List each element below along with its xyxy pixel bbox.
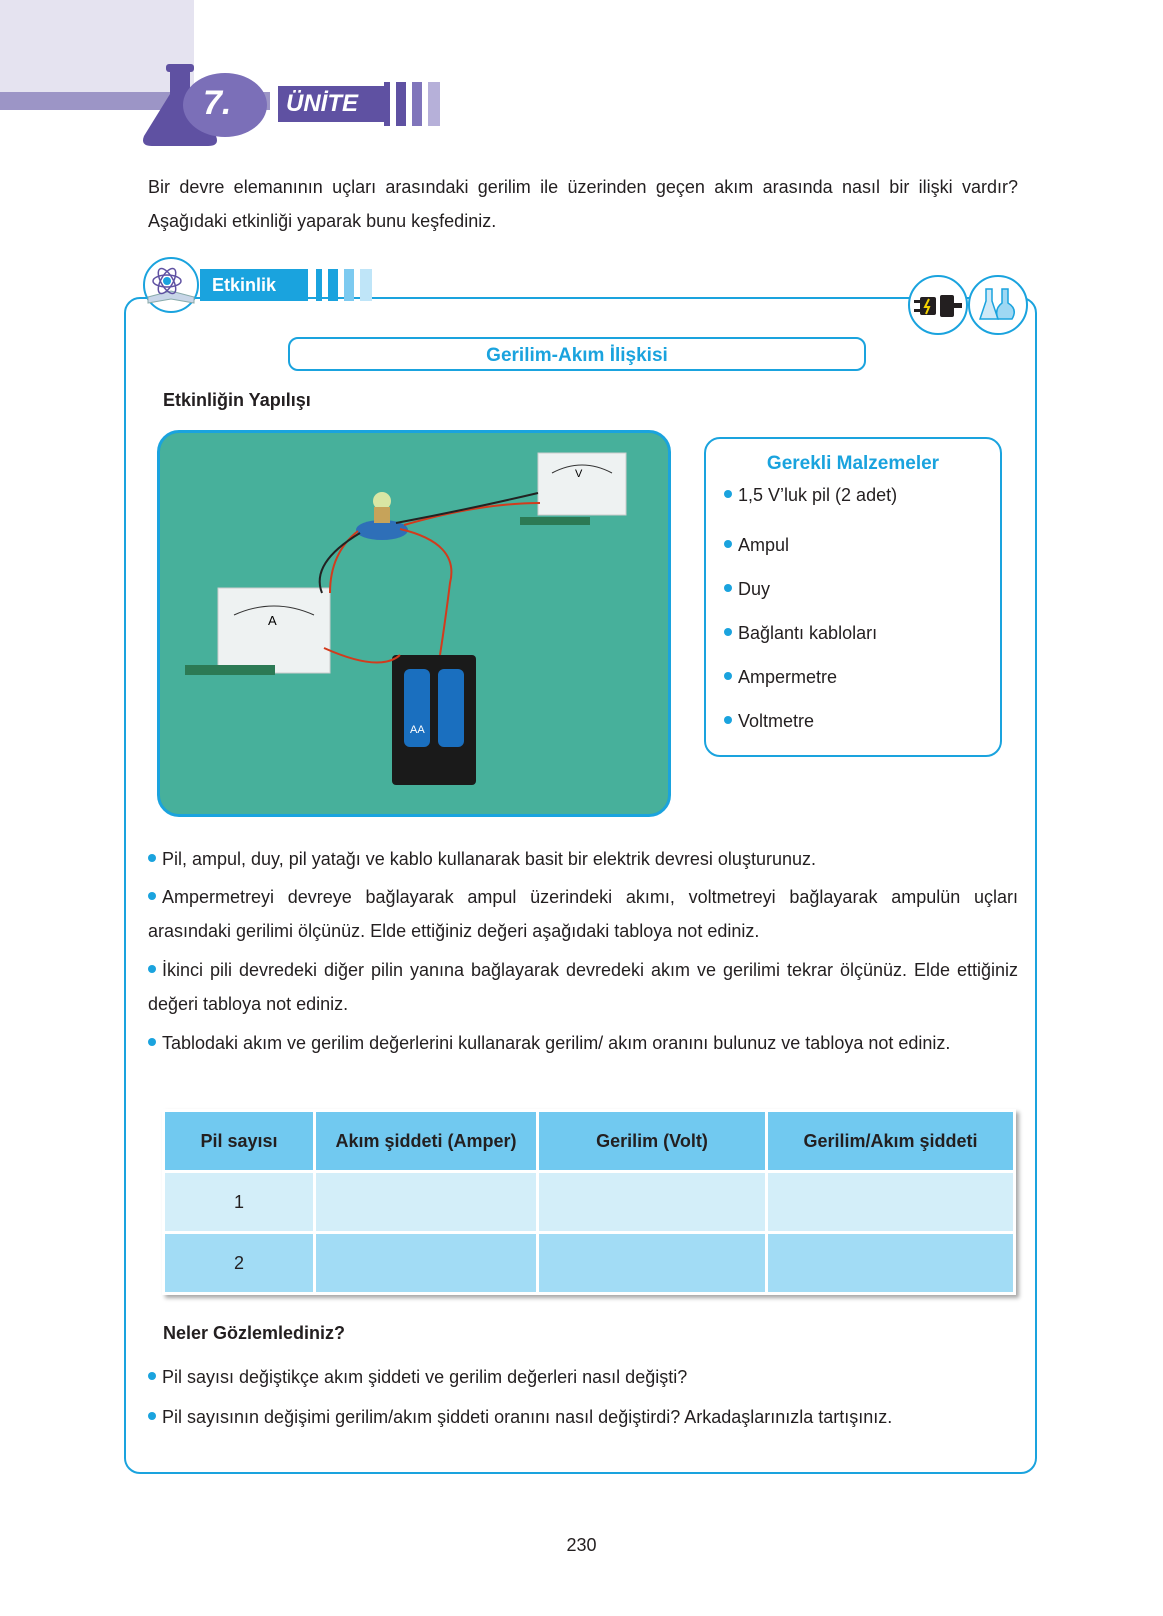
flasks-icon	[968, 275, 1028, 335]
materials-title: Gerekli Malzemeler	[766, 453, 940, 474]
bullet-dot	[148, 892, 156, 900]
bullet-dot	[724, 628, 732, 636]
table-header-cell: Pil sayısı	[165, 1112, 313, 1170]
table-cell	[316, 1173, 536, 1231]
page-number: 230	[566, 1535, 597, 1555]
tab-stripe	[344, 269, 354, 301]
bullet-dot	[148, 1412, 156, 1420]
header-stripe	[396, 82, 406, 126]
unit-number: 7.	[203, 84, 232, 122]
bullet-dot	[724, 490, 732, 498]
table-cell	[768, 1234, 1013, 1292]
tab-stripe	[360, 269, 372, 301]
bullet-dot	[724, 584, 732, 592]
material-item: Bağlantı kabloları	[724, 623, 877, 644]
plug-icon	[908, 275, 968, 335]
table-cell	[539, 1173, 765, 1231]
table-row	[165, 1173, 1013, 1231]
ammeter-label: A	[268, 613, 277, 628]
bullet-dot	[148, 965, 156, 973]
voltmeter-label: V	[575, 468, 583, 480]
header-stripe	[412, 82, 422, 126]
observations-heading: Neler Gözlemlediniz?	[163, 1323, 346, 1343]
table-cell: 1	[165, 1173, 313, 1231]
table-header-cell: Akım şiddeti (Amper)	[316, 1112, 536, 1170]
material-item: 1,5 V’luk pil (2 adet)	[724, 485, 897, 506]
bullet-dot	[724, 716, 732, 724]
header-stripe	[428, 82, 440, 126]
material-item: Ampermetre	[724, 667, 837, 688]
bullet-dot	[148, 1372, 156, 1380]
circuit-illustration	[160, 433, 668, 814]
header-stripe	[384, 82, 390, 126]
table-cell	[539, 1234, 765, 1292]
step-item: İkinci pili devredeki diğer pilin yanına bağlayarak devredeki akım ve gerilimi tekrar ölçünüz. Elde ettiğiniz değeri tabloya not ediniz.	[148, 960, 1018, 1014]
question-item: Pil sayısının değişimi gerilim/akım şiddeti oranını nasıl değiştirdi? Arkadaşlarınızla tartışınız.	[148, 1400, 1018, 1434]
bullet-dot	[724, 540, 732, 548]
materials-box	[704, 437, 1002, 757]
step-item: Ampermetreyi devreye bağlayarak ampul üzerindeki akımı, voltmetreyi bağlayarak ampulün uçları arasındaki gerilimi ölçünüz. Elde ettiğiniz değeri aşağıdaki tabloya not ediniz.	[148, 887, 1018, 941]
table-header-cell: Gerilim/Akım şiddeti	[768, 1112, 1013, 1170]
table-cell: 2	[165, 1234, 313, 1292]
activity-tab: Etkinlik	[200, 269, 308, 301]
table-cell	[316, 1234, 536, 1292]
material-item: Ampul	[724, 535, 789, 556]
bullet-dot	[148, 854, 156, 862]
table-header-row	[165, 1112, 1013, 1170]
material-item: Duy	[724, 579, 770, 600]
circuit-photo	[157, 430, 671, 817]
battery-label: AA	[410, 724, 425, 736]
step-item: Tablodaki akım ve gerilim değerlerini kullanarak gerilim/ akım oranını bulunuz ve tabloya not ediniz.	[148, 1026, 1018, 1060]
table-row	[165, 1234, 1013, 1292]
unit-label: ÜNİTE	[278, 86, 388, 122]
activity-title: Gerilim-Akım İlişkisi	[288, 337, 866, 371]
tab-stripe	[328, 269, 338, 301]
bullet-dot	[148, 1038, 156, 1046]
table-cell	[768, 1173, 1013, 1231]
atom-book-icon	[134, 257, 208, 313]
material-item: Voltmetre	[724, 711, 814, 732]
table-header-cell: Gerilim (Volt)	[539, 1112, 765, 1170]
step-item: Pil, ampul, duy, pil yatağı ve kablo kullanarak basit bir elektrik devresi oluşturunuz.	[148, 842, 1018, 876]
bullet-dot	[724, 672, 732, 680]
procedure-heading: Etkinliğin Yapılışı	[163, 390, 311, 410]
tab-stripe	[316, 269, 322, 301]
results-table	[162, 1109, 1016, 1295]
question-item: Pil sayısı değiştikçe akım şiddeti ve gerilim değerleri nasıl değişti?	[148, 1360, 1018, 1394]
intro-paragraph: Bir devre elemanının uçları arasındaki gerilim ile üzerinden geçen akım arasında nasıl bir ilişki vardır? Aşağıdaki etkinliği yaparak bunu keşfediniz.	[148, 177, 1018, 231]
